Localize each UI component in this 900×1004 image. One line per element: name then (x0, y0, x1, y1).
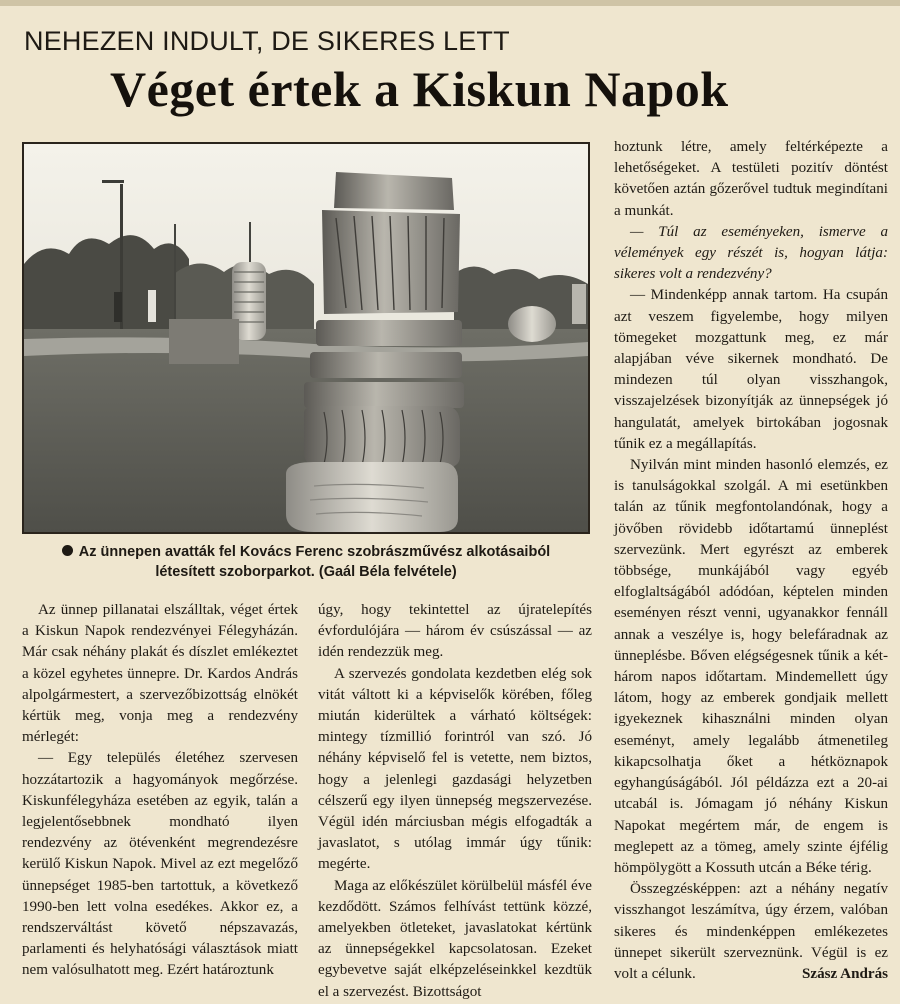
photo-caption (22, 542, 590, 582)
article-column-2 (318, 600, 592, 1003)
paragraph: hoztunk létre, amely feltérképezte a lehetőségeket. A testületi pozitív döntést követően aztán gőzerővel tudtuk megindítani a munkát. (614, 139, 888, 219)
caption-bullet-icon (62, 545, 73, 556)
paragraph: úgy, hogy tekintettel az újratelepítés évfordulójára — három év csúszással — az idén rendezzük meg. (318, 602, 592, 661)
caption-line-2: létesített szoborparkot. (Gaál Béla felvétele) (155, 564, 457, 580)
paragraph: A szervezés gondolata kezdetben elég sok vitát váltott ki a képviselők körében, főleg miután kiderültek a várható költségek: mintegy tízmillió forintról van szó. Jó néhány képviselő fel is vetette, nem biztos, hogy a jelenlegi gazdasági helyzetben célszerű egy ilyen ünnepség megszervezése. Végül idén márciusban mégis elfogadták a javaslatot, s utólag immár úgy tűnik: megérte. (318, 665, 592, 873)
interview-question: — Túl az eseményeken, ismerve a vélemények egy részét is, hogyan látja: sikeres volt a rendezvény? (614, 223, 888, 283)
sculpture-park-photo (22, 142, 590, 534)
paragraph: Összegzésképpen: azt a néhány negatív visszhangot leszámítva, úgy érzem, valóban sikeres és mindenképpen emlékezetes ünnepet sikerült szerveznünk. Végül is ez volt a célunk. (614, 881, 888, 982)
paragraph: Nyilván mint minden hasonló elemzés, ez is tanulságokkal szolgál. A mi esetünkben talán az tűnik megfontolandónak, hogy a jövőben rövidebb időtartamú ünneplést szervezünk. Mert egyrészt az emberek többsége, munkájából vagy egyéb elfoglaltságából adódóan, képtelen minden eseményen részt venni, ugyanakkor fennáll annak a veszélye is, hogy belefáradnak az ünneplésbe. Bőven elégségesnek tűnik a két-három napos időtartam. Mindemellett úgy látom, hogy az emberek gondjaik mellett igyekeznek kihasználni minden olyan eseményt, amely legalább átmenetileg kikapcsolhatja őket a hétköznapok egyhangúságából. Jól példázza ezt a 20-ai utcabál is. Jómagam jó néhány Kiskun Napokat megértem már, de engem is meglepett az a tömeg, amely szinte éjfélig hömpölygött a Kossuth utcán a Béke térig. (614, 457, 888, 876)
article-column-1 (22, 600, 298, 982)
article-headline: Véget értek a Kiskun Napok (110, 61, 729, 117)
paragraph: — Mindenképp annak tartom. Ha csupán azt veszem figyelembe, hogy milyen tömegeket mozgattunk meg, ez már alapjában véve sikernek mondható. De mindezen túl olyan visszhangok, visszajelzések bizonyítják az ünnepségek jó hangulatát, amelyek birtokában jogosnak tűnik ez a megállapítás. (614, 287, 888, 452)
article-column-3 (614, 137, 888, 985)
article-kicker: NEHEZEN INDULT, DE SIKERES LETT (24, 26, 510, 56)
paragraph: — Egy település életéhez szervesen hozzátartozik a hagyományok megőrzése. Kiskunfélegyháza esetében az egyik, talán a legjelentősebbnek mondható ilyen rendezvény az ötévenként megrendezésre kerülő Kiskun Napok. Mivel az ezt megelőző ünnepséget 1985-ben tartottuk, a következő 1990-ben lett volna esedékes. Akkor ez, a rendszerváltást követő népszavazás, parlamenti és helyhatósági választások miatt nem valósulhatott meg. Ezért határoztunk (22, 750, 298, 979)
caption-line-1: Az ünnepen avatták fel Kovács Ferenc szobrászművész alkotásaiból (78, 544, 551, 560)
author-signature: Szász András (802, 965, 888, 982)
page-top-edge (0, 0, 900, 6)
paragraph: Az ünnep pillanatai elszálltak, véget értek a Kiskun Napok rendezvényei Félegyházán. Már csak néhány plakát és díszlet emlékeztet a közel egyhetes ünnepre. Dr. Kardos András alpolgármestert, a szervezőbizottság elnökét kértük meg, vonja meg a rendezvény mérlegét: (22, 602, 298, 746)
paragraph: Maga az előkészület körülbelül másfél éve kezdődött. Számos felhívást tettünk közzé, amelyekben ötleteket, javaslatokat kértünk az ünnepségekkel kapcsolatosan. Ezeket egybevetve saját elképzeléseinkkel kezdtük el a szervezést. Bizottságot (318, 877, 592, 1000)
